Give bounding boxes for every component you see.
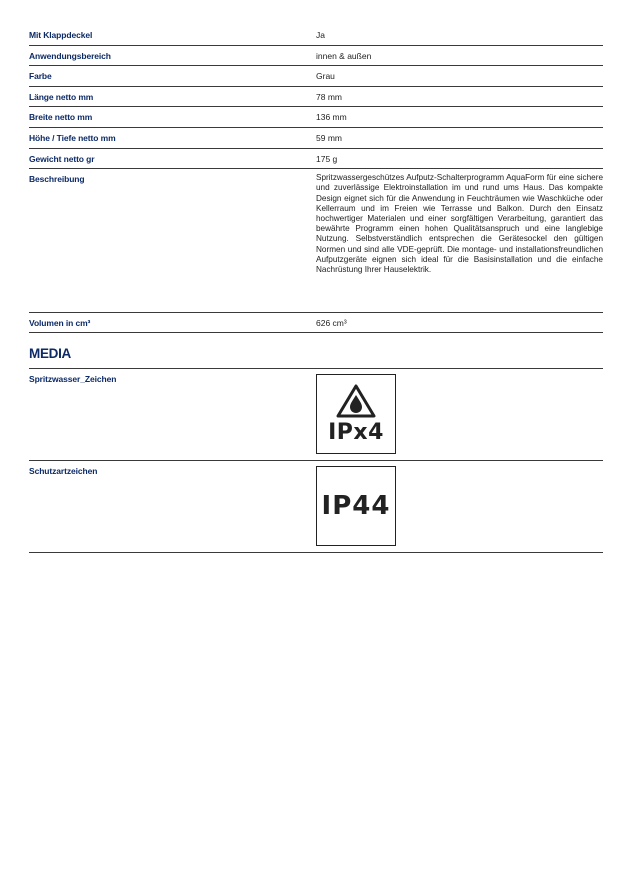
media-row-spritzwasser (29, 369, 603, 461)
spec-row-laenge (29, 87, 603, 108)
spec-label: Gewicht netto gr (29, 153, 95, 164)
spec-row-klappdeckel (29, 25, 603, 46)
spec-value: innen & außen (316, 50, 372, 61)
spec-row-volumen (29, 313, 603, 333)
spec-value: 78 mm (316, 91, 342, 102)
media-label: Schutzartzeichen (29, 466, 98, 477)
media-value (316, 461, 603, 552)
spec-label: Mit Klappdeckel (29, 30, 93, 40)
spec-label: Höhe / Tiefe netto mm (29, 132, 116, 143)
spec-row-gewicht (29, 149, 603, 170)
spec-row-hoehe (29, 128, 603, 149)
spec-value: Ja (316, 30, 325, 40)
spec-value: Grau (316, 71, 335, 82)
spec-value: 59 mm (316, 132, 342, 143)
water-drop-triangle-icon (336, 384, 376, 418)
ipx4-label: IPx4 (328, 419, 384, 445)
spec-row-beschreibung (29, 169, 603, 313)
spec-row-anwendungsbereich (29, 46, 603, 67)
spec-value: 175 g (316, 153, 338, 164)
media-row-schutzart (29, 461, 603, 553)
ipx4-symbol-image (316, 374, 396, 454)
spec-row-farbe (29, 66, 603, 87)
spec-label: Länge netto mm (29, 91, 94, 102)
spec-label: Breite netto mm (29, 112, 93, 123)
spec-value: 136 mm (316, 112, 347, 123)
product-spec-page (29, 25, 603, 553)
spec-row-breite (29, 107, 603, 128)
media-value (316, 369, 603, 460)
spec-value: 626 cm³ (316, 318, 347, 329)
spec-label: Beschreibung (29, 174, 85, 185)
spec-label: Anwendungsbereich (29, 50, 111, 61)
media-section-title: MEDIA (29, 345, 603, 369)
spec-label: Volumen in cm³ (29, 318, 91, 329)
description-text: Spritzwassergeschützes Aufputz-Schalterprogramm AquaForm für eine sichere und zuverlässige Elektroinstallation im und rund ums Haus. Das kompakte Design eignet sich für die Anwendung in Feuchträumen wie Waschküche oder Kellerraum und im Freien wie Terrasse und Balkon. Durch den Einsatz hochwertiger Materialen und einer sorgfältigen Verarbeitung, garantiert das bewährte Programm einen hohen Qualitätsanspruch und eine langlebige Nutzung. Selbstverständlich entsprechen die Gerätesockel den gültigen Normen und sind alle VDE-geprüft. Die montage- und installationsfreundlichen Aufputzgeräte eignen sich ideal für die Basisinstallation und die einfache Nachrüstung Ihrer Hauselektrik. (316, 173, 603, 274)
media-label: Spritzwasser_Zeichen (29, 374, 117, 385)
ip44-label: IP44 (321, 491, 391, 522)
spec-label: Farbe (29, 71, 52, 82)
ip44-symbol-image (316, 466, 396, 546)
